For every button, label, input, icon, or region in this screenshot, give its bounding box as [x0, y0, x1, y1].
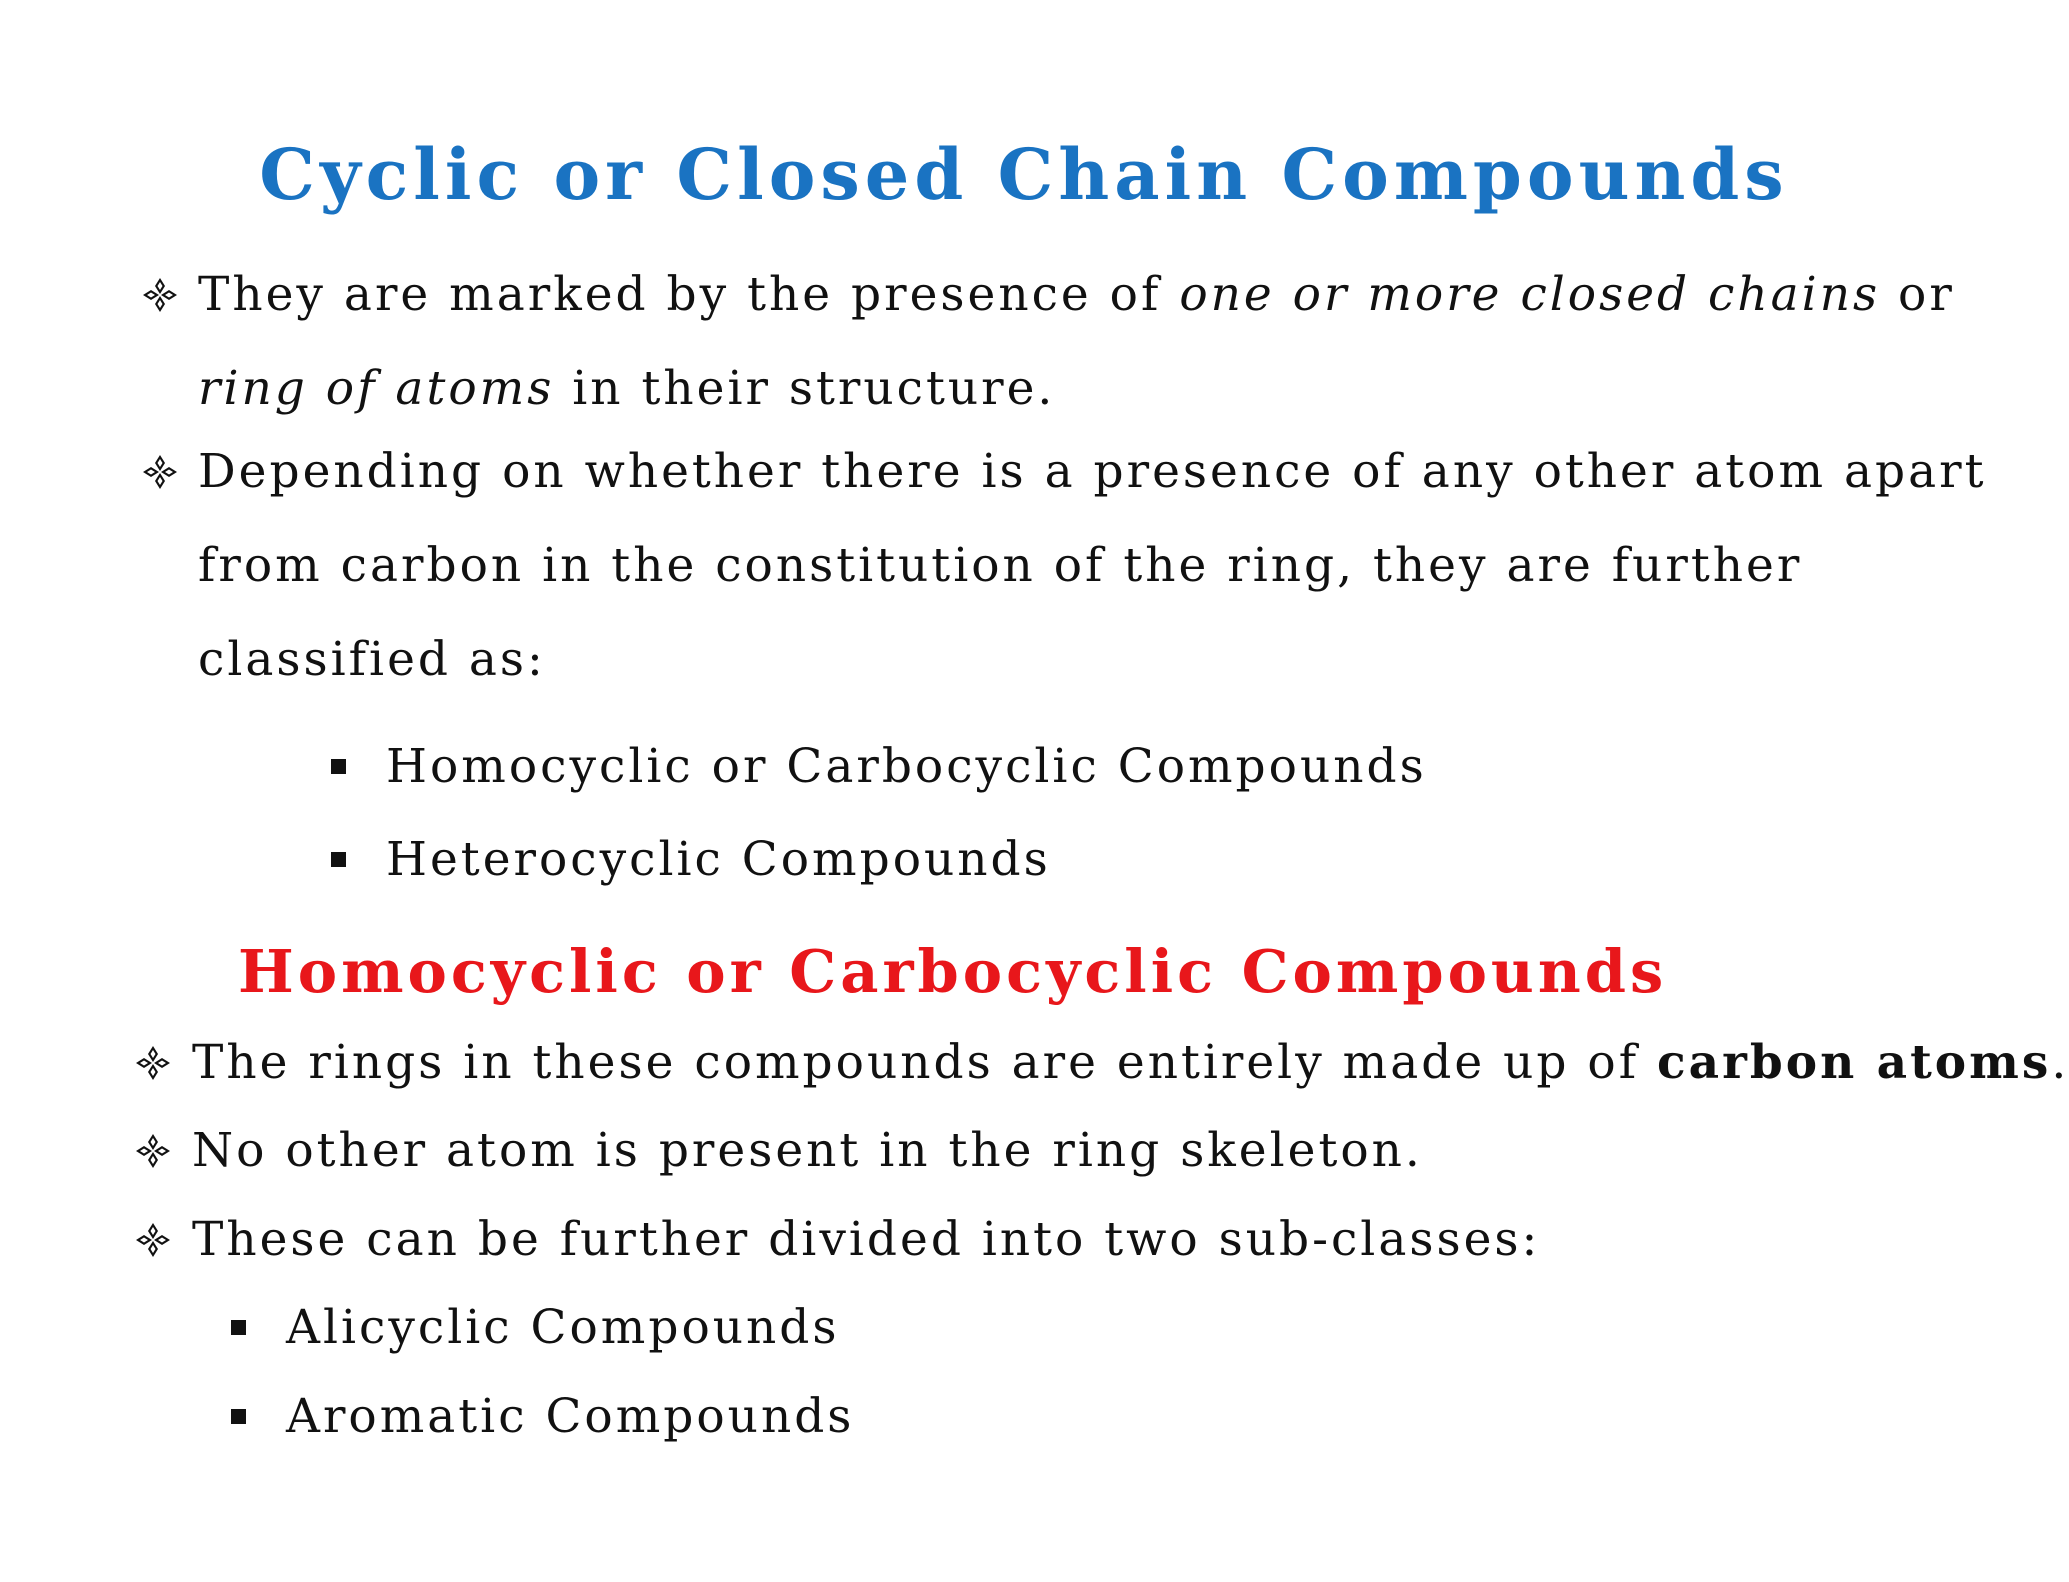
bullet-line: classified as:	[198, 632, 546, 687]
page-title: Cyclic or Closed Chain Compounds	[259, 133, 1789, 216]
bullet-no-other-atom: No other atom is present in the ring skeleton.	[192, 1123, 1423, 1178]
italic-phrase: ring of atoms	[198, 361, 555, 416]
section-heading: Homocyclic or Carbocyclic Compounds	[238, 937, 1668, 1006]
square-bullet-icon	[331, 759, 346, 774]
bullet-sub-classes: These can be further divided into two sub-classes:	[192, 1212, 1541, 1267]
bullet-line: Depending on whether there is a presence of any other atom apart	[198, 444, 1987, 499]
square-bullet-icon	[231, 1320, 246, 1335]
bullet-line: from carbon in the constitution of the ring, they are further	[198, 538, 1803, 593]
bullet-line: They are marked by the presence of one or more closed chains or	[198, 267, 1955, 322]
subclass-aromatic: Aromatic Compounds	[286, 1389, 855, 1444]
bullet-classification	[198, 425, 1986, 707]
square-bullet-icon	[331, 852, 346, 867]
class-homocyclic: Homocyclic or Carbocyclic Compounds	[386, 739, 1427, 794]
square-bullet-icon	[231, 1409, 246, 1424]
four-diamond-icon	[136, 1223, 170, 1257]
italic-phrase: one or more closed chains	[1179, 267, 1881, 322]
bullet-carbon-atoms: The rings in these compounds are entirely made up of carbon atoms.	[192, 1035, 2069, 1090]
four-diamond-icon	[143, 455, 177, 489]
bullet-line: ring of atoms in their structure.	[198, 361, 1056, 416]
four-diamond-icon	[136, 1046, 170, 1080]
four-diamond-icon	[143, 278, 177, 312]
class-heterocyclic: Heterocyclic Compounds	[386, 832, 1051, 887]
four-diamond-icon	[136, 1134, 170, 1168]
subclass-alicyclic: Alicyclic Compounds	[286, 1300, 840, 1355]
bold-phrase: carbon atoms	[1657, 1035, 2052, 1090]
bullet-presence-of-rings	[198, 248, 1955, 436]
